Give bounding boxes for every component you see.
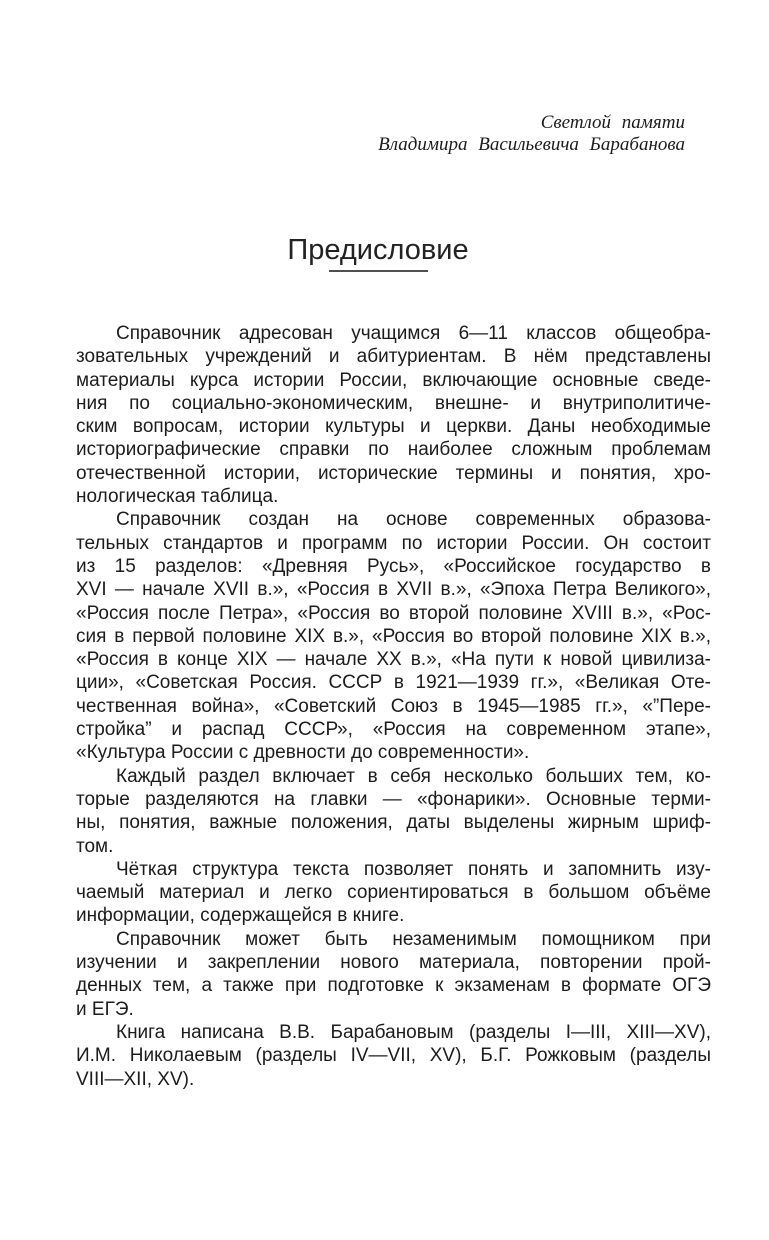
paragraph-line: И.М. Николаевым (разделы IV—VII, XV), Б.Г. Рожковым (разделы xyxy=(76,1045,711,1067)
paragraph-line: «Культура России с древности до современности». xyxy=(76,742,530,764)
paragraph-3 xyxy=(76,765,711,858)
paragraph-line: Чёткая структура текста позволяет понять и запомнить изу- xyxy=(116,858,711,880)
paragraph-line: Каждый раздел включает в себя несколько больших тем, ко- xyxy=(116,765,711,787)
paragraph-4 xyxy=(76,858,711,928)
paragraph-line: историографические справки по наиболее сложным проблемам xyxy=(76,439,711,461)
paragraph-line: изучении и закреплении нового материала, повторении прой- xyxy=(76,952,711,974)
paragraph-line: ния по социально-экономическим, внешне- и внутриполитиче- xyxy=(76,392,711,414)
paragraph-line: сия в первой половине XIX в.», «Россия во второй половине XIX в.», xyxy=(76,625,711,647)
paragraph-line: чественная война», «Советский Союз в 1945—1985 гг.», «”Пере- xyxy=(76,695,711,717)
paragraph-line: Справочник создан на основе современных образова- xyxy=(116,509,711,531)
paragraph-line: «Россия после Петра», «Россия во второй половине XVIII в.», «Рос- xyxy=(76,602,711,624)
paragraph-line: торые разделяются на главки — «фонарики». Основные терми- xyxy=(76,788,711,810)
paragraph-line: ны, понятия, важные положения, даты выделены жирным шриф- xyxy=(76,812,711,834)
paragraph-line: денных тем, а также при подготовке к экзаменам в формате ОГЭ xyxy=(76,975,711,997)
paragraph-line: зовательных учреждений и абитуриентам. В нём представлены xyxy=(76,346,711,368)
paragraph-line: отечественной истории, исторические термины и понятия, хро- xyxy=(76,462,711,484)
paragraph-line: Справочник может быть незаменимым помощником при xyxy=(116,928,711,950)
paragraph-line: «Россия в конце XIX — начале XX в.», «На пути к новой цивилиза- xyxy=(76,649,711,671)
paragraph-line: том. xyxy=(76,835,114,857)
paragraph-line: Справочник адресован учащимся 6—11 классов общеобра- xyxy=(116,323,711,344)
paragraph-line: стройка” и распад СССР», «Россия на современном этапе», xyxy=(76,719,711,741)
paragraph-line: информации, содержащейся в книге. xyxy=(76,905,405,927)
paragraph-1 xyxy=(76,322,711,508)
paragraph-line: и ЕГЭ. xyxy=(76,998,134,1020)
paragraph-line: чаемый материал и легко сориентироваться в большом объёме xyxy=(76,882,711,904)
paragraph-line: XVI — начале XVII в.», «Россия в XVII в.», «Эпоха Петра Великого», xyxy=(76,579,711,601)
paragraph-line: ции», «Советская Россия. СССР в 1921—1939 гг.», «Великая Оте- xyxy=(76,672,711,694)
page-title: Предисловие xyxy=(287,234,469,266)
paragraph-line: из 15 разделов: «Древняя Русь», «Российское государство в xyxy=(76,555,711,577)
paragraph-6 xyxy=(76,1021,711,1091)
dedication xyxy=(378,112,685,156)
paragraph-line: ским вопросам, истории культуры и церкви. Даны необходимые xyxy=(76,416,711,438)
paragraph-line: VIII—XII, XV). xyxy=(76,1068,195,1090)
body-text xyxy=(76,322,711,1091)
dedication-line-1: Светлой памяти xyxy=(540,112,685,133)
paragraph-line: нологическая таблица. xyxy=(76,486,279,508)
paragraph-5 xyxy=(76,928,711,1021)
paragraph-line: тельных стандартов и программ по истории России. Он состоит xyxy=(76,532,711,554)
dedication-line-2: Владимира Васильевича Барабанова xyxy=(378,134,685,155)
title-underline-rule xyxy=(329,270,428,272)
paragraph-line: материалы курса истории России, включающие основные сведе- xyxy=(76,369,711,391)
paragraph-line: Книга написана В.В. Барабановым (разделы I—III, XIII—XV), xyxy=(116,1021,711,1043)
paragraph-2 xyxy=(76,508,711,764)
